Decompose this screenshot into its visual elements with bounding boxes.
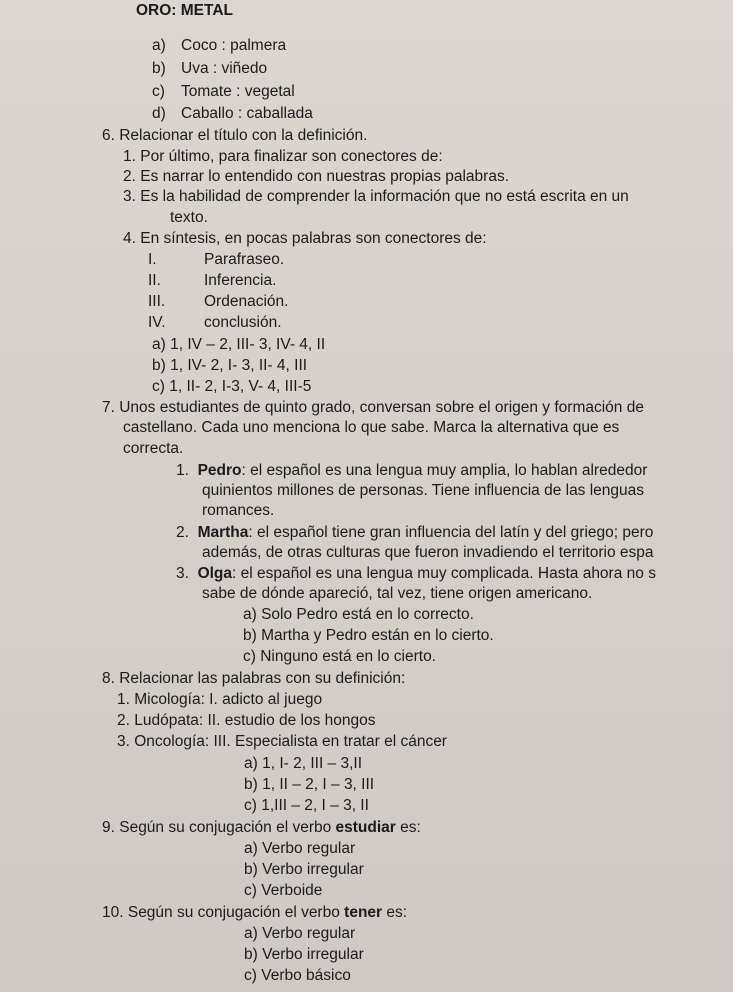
q6-roman-text: conclusión. bbox=[204, 314, 282, 331]
q6-roman-text: Parafraseo. bbox=[204, 251, 285, 268]
q9-option-b: b) Verbo irregular bbox=[244, 861, 364, 878]
q7-option-b: b) Martha y Pedro están en lo cierto. bbox=[243, 627, 494, 644]
q8-option-c: c) 1,III – 2, I – 3, II bbox=[244, 797, 369, 814]
top-option-c-text: Tomate : vegetal bbox=[181, 83, 295, 100]
q6-item-3-cont: texto. bbox=[170, 209, 208, 226]
q7-option-a: a) Solo Pedro está en lo correcto. bbox=[243, 606, 474, 623]
q6-roman-num: IV. bbox=[148, 314, 166, 331]
q9-title: 9. Según su conjugación el verbo estudiar es: bbox=[102, 819, 421, 836]
q9-option-c: c) Verboide bbox=[244, 882, 323, 899]
top-option-d: d) bbox=[152, 105, 166, 122]
q7-option-c: c) Ninguno está en lo cierto. bbox=[243, 648, 436, 665]
q10-option-a: a) Verbo regular bbox=[244, 925, 356, 942]
q6-roman-num: III. bbox=[148, 293, 166, 310]
q7-student-martha-line-2: además, de otras culturas que fueron invadiendo el territorio espa bbox=[202, 544, 654, 561]
q6-option-c: c) 1, II- 2, I-3, V- 4, III-5 bbox=[152, 378, 312, 395]
q8-item-2: 2. Ludópata: II. estudio de los hongos bbox=[117, 712, 376, 729]
top-option-d-text: Caballo : caballada bbox=[181, 105, 313, 122]
q7-student-pedro: 1. Pedro: el español es una lengua muy amplia, lo hablan alrededor bbox=[176, 462, 648, 479]
top-option-a-text: Coco : palmera bbox=[181, 37, 287, 54]
q6-item-2: 2. Es narrar lo entendido con nuestras propias palabras. bbox=[123, 168, 510, 185]
q10-option-b: b) Verbo irregular bbox=[244, 946, 364, 963]
top-option-a: a) bbox=[152, 37, 166, 54]
q7-student-martha: 2. Martha: el español tiene gran influencia del latín y del griego; pero bbox=[176, 524, 654, 541]
header-text: ORO: METAL bbox=[136, 2, 234, 19]
q6-roman-num: I. bbox=[148, 251, 157, 268]
q8-item-3: 3. Oncología: III. Especialista en tratar el cáncer bbox=[117, 733, 447, 750]
q6-option-a: a) 1, IV – 2, III- 3, IV- 4, II bbox=[152, 336, 326, 353]
q6-title: 6. Relacionar el título con la definición. bbox=[102, 127, 368, 144]
q6-item-4: 4. En síntesis, en pocas palabras son conectores de: bbox=[123, 230, 487, 247]
q7-title-line-1: 7. Unos estudiantes de quinto grado, conversan sobre el origen y formación de bbox=[102, 399, 644, 416]
q6-roman-text: Ordenación. bbox=[204, 293, 289, 310]
q8-option-a: a) 1, I- 2, III – 3,II bbox=[244, 755, 363, 772]
q7-student-pedro-line-2: quinientos millones de personas. Tiene influencia de las lenguas bbox=[202, 482, 645, 499]
q7-student-pedro-line-3: romances. bbox=[202, 502, 275, 519]
q7-student-olga: 3. Olga: el español es una lengua muy complicada. Hasta ahora no s bbox=[176, 565, 656, 582]
top-option-c: c) bbox=[152, 83, 165, 100]
q6-item-1: 1. Por último, para finalizar son conectores de: bbox=[123, 148, 443, 165]
q7-title-line-3: correcta. bbox=[123, 440, 184, 457]
q10-title: 10. Según su conjugación el verbo tener es: bbox=[102, 904, 408, 921]
q8-item-1: 1. Micología: I. adicto al juego bbox=[117, 691, 323, 708]
q9-option-a: a) Verbo regular bbox=[244, 840, 356, 857]
q7-title-line-2: castellano. Cada uno menciona lo que sabe. Marca la alternativa que es bbox=[123, 419, 620, 436]
q7-student-olga-line-2: sabe de dónde apareció, tal vez, tiene origen americano. bbox=[202, 585, 593, 602]
q8-option-b: b) 1, II – 2, I – 3, III bbox=[244, 776, 375, 793]
top-option-b-text: Uva : viñedo bbox=[181, 60, 268, 77]
q6-option-b: b) 1, IV- 2, I- 3, II- 4, III bbox=[152, 357, 308, 374]
q6-item-3: 3. Es la habilidad de comprender la información que no está escrita en un bbox=[123, 188, 629, 205]
q6-roman-text: Inferencia. bbox=[204, 272, 277, 289]
q8-title: 8. Relacionar las palabras con su definición: bbox=[102, 670, 406, 687]
q10-option-c: c) Verbo básico bbox=[244, 967, 351, 984]
q6-roman-num: II. bbox=[148, 272, 161, 289]
top-option-b: b) bbox=[152, 60, 166, 77]
